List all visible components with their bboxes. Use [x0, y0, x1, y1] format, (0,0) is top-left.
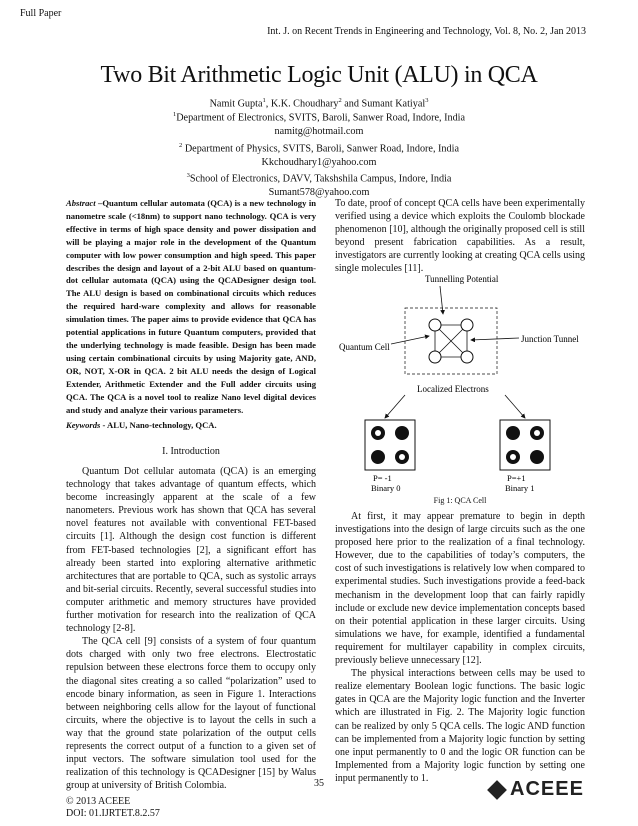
footer-info — [66, 796, 160, 820]
paragraph: At first, it may appear premature to begin in depth investigations into the design of large circuits such as the one proposed here prior to the realization of a final technology. However, due to the capabilities of today’s computers, the cost of such investigations is relatively low when compared to experimental studies. Such investigations provide a feed-back mechanism in the development loop that can fairly rapidly include or exclude new device implementation concepts based on their potential application in these larger circuits. Using simulations we have, for example, identified a fundamental requirement for multilayer capability in complex circuits, previously believe unnecessary [12]. — [335, 511, 585, 667]
polarization-0-label: P= -1 — [373, 473, 392, 483]
affiliation-line: $^2$ Department of Physics, SVITS, Baroli, Sanwer Road, Indore, India — [179, 141, 459, 154]
binary-0-cell — [365, 420, 415, 470]
affiliation-line: namitg@hotmail.com — [274, 125, 364, 137]
abstract: Abstract –Quantum cellular automata (QCA) is a new technology in nanometre scale (<18nm) to support nano technology. QCA is very effective in terms of high space density and power dissipation and will be playing a major role in the development of the Quantum computer with low power consumption and high speed. This paper describes the design and layout of a 2-bit ALU based on quantum-dot cellular automata (QCA) using the QCADesigner design tool. The ALU design is based on combinational circuits which reduces the required hard-ware complexity and allows for reasonable simulation times. The paper aims to provide evidence that QCA has potential applications in future Quantum computers, provided that the underlying technology is made feasible. Design has been made using certain combinational circuits by using Majority gate, AND, OR, NOT, X-OR in QCA. 2 bit ALU needs the design of Logical Extender, Arithmetic Extender and the Full adder circuits using QCA. The QCA is a novel tool to realize Nano level digital devices and study and analyze their various parameters. — [66, 198, 316, 415]
affiliation-list — [0, 108, 638, 200]
author-line: Namit Gupta$^1$, K.K. Choudhary$^2$ and Sumant Katiyal$^3$ — [209, 97, 429, 110]
journal-section-label: Full Paper — [20, 8, 62, 19]
paragraph: To date, proof of concept QCA cells have been experimentally verified using a device which exploits the Coulomb blockade phenomenon [10], although the originally proposed cell is still beyond present fabrication capabilities. As a result, investigators are currently looking at creating QCA cells using single molecules [11]. — [335, 198, 585, 275]
keywords: Keywords - ALU, Nano-technology, QCA. — [66, 420, 217, 430]
section-heading: I. Introduction — [162, 446, 220, 457]
copyright: © 2013 ACEEE — [66, 796, 131, 807]
paragraph: The physical interactions between cells may be used to realize elementary Boolean logic functions. The basic logic gates in QCA are the Majority logic function and the Inverter which are illustrated in Fig. 2. The Majority logic function can be realized by only 5 QCA cells. The logic AND function can be implemented from a Majority logic function by setting one input permanently to 0 and the logic OR function can be Implemented from a Majority logic function by setting one input permanently to 1. — [335, 668, 585, 784]
affiliation-line: Sumant578@yahoo.com — [268, 187, 370, 199]
binary-1-cell — [500, 420, 550, 470]
journal-citation: Int. J. on Recent Trends in Engineering and Technology, Vol. 8, No. 2, Jan 2013 — [267, 26, 586, 37]
paragraph: The QCA cell [9] consists of a system of four quantum dots charged with only two free electrons. Electrostatic repulsion between these electrons force them to occupy only the diagonal sites creating a so called “polarization” used to encode binary information, as seen in Figure 1. Interactions between neighboring cells allow for the layout of functional circuits, where the objective is to layout the cells in such a way that the ground state polarization of the output cells represents the correct output of a function to a given set of input vectors. The software simulation tool used for the realization of this technology is QCADesigner [15] by Walus group at university of British Colombia. — [66, 636, 316, 792]
tunnelling-label: Tunnelling Potential — [425, 274, 499, 284]
affiliation-line: $^1$Department of Electronics, SVITS, Baroli, Sanwer Road, Indore, India — [172, 111, 466, 124]
figure-caption: Fig 1: QCA Cell — [433, 496, 487, 505]
page-number: 35 — [314, 778, 324, 789]
binary-1-label: Binary 1 — [505, 483, 535, 493]
affiliation-line: Kkchoudhary1@yahoo.com — [261, 156, 377, 168]
electrons-label: Localized Electrons — [417, 384, 489, 394]
paragraph: Quantum Dot cellular automata (QCA) is an emerging technology that takes advantage of quantum effects, which become increasingly apparent at the scale of a few nanometers. Previous work has shown that QCA has several novel features not available with conventional FET-based circuits [1]. Although the design cost function is different from FET-based technologies [2], a significant effort has already been started into exploring alternative arithmetic architectures that are portable to QCA, such as systolic arrays and bit-serial circuits. Recently, several successful studies into computer arithmetic and memory structures have provided further motivation for research into the realization of QCA technology [2-8]. — [66, 466, 316, 635]
quantum-cell-label: Quantum Cell — [339, 342, 390, 352]
binary-0-label: Binary 0 — [371, 483, 401, 493]
right-column-body — [335, 510, 585, 785]
paper-title: Two Bit Arithmetic Logic Unit (ALU) in QCA — [100, 62, 538, 88]
qca-cell-figure — [335, 270, 585, 495]
quantum-cell-diagram — [405, 308, 497, 374]
affiliation-line: $^3$School of Electronics, DAVV, Takshshila Campus, Indore, India — [186, 172, 452, 185]
publisher-logo: ACEEE — [490, 778, 584, 801]
left-column-body — [66, 465, 316, 792]
polarization-1-label: P=+1 — [507, 473, 526, 483]
right-column-intro — [335, 197, 585, 276]
junction-label: Junction Tunnel — [521, 334, 579, 344]
logo-icon — [487, 780, 507, 800]
doi: DOI: 01.IJRTET.8.2.57 — [66, 808, 160, 819]
